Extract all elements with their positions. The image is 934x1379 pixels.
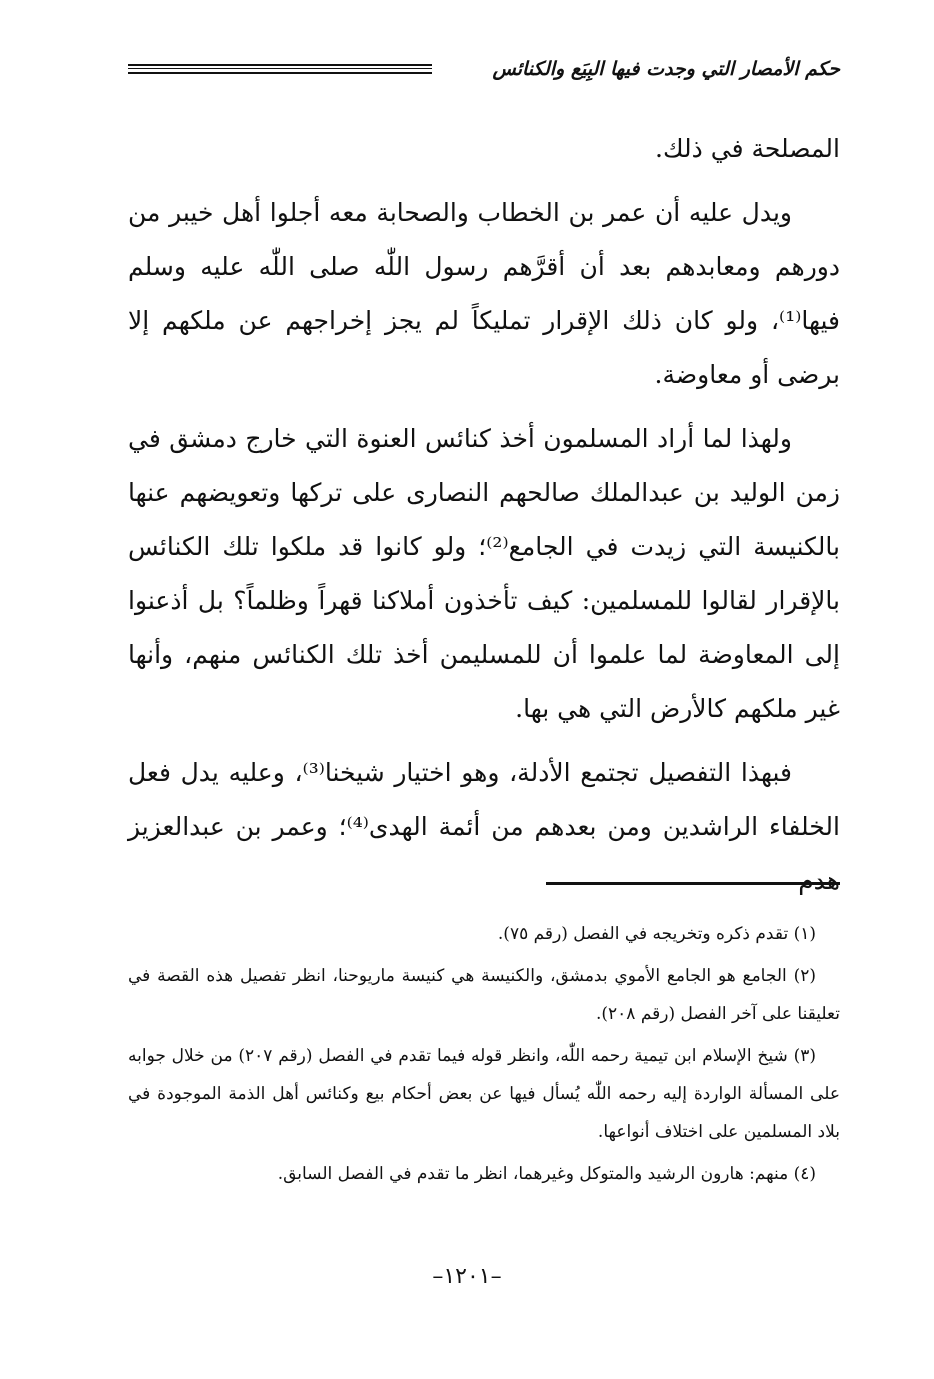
body-text — [128, 122, 840, 918]
paragraph-1: المصلحة في ذلك. — [655, 134, 840, 163]
page-number: –١٢٠١– — [432, 1264, 502, 1289]
paragraph-4: فبهذا التفصيل تجتمع الأدلة، وهو اختيار شيخنا⁽³⁾، وعليه يدل فعل الخلفاء الراشدين ومن بعدهم من أئمة الهدى⁽⁴⁾؛ وعمر بن عبدالعزيز هدم — [128, 758, 840, 895]
footnote-separator — [546, 882, 840, 885]
footnote-1: (١) تقدم ذكره وتخريجه في الفصل (رقم ٧٥). — [497, 924, 816, 944]
paragraph-2: ويدل عليه أن عمر بن الخطاب والصحابة معه أجلوا أهل خيبر من دورهم ومعابدهم بعد أن أقرَّهم رسول اللّٰه صلى اللّٰه عليه وسلم فيها⁽¹⁾، ولو كان ذلك الإقرار تمليكاً لم يجز إخراجهم عن ملكهم إلا برضى أو معاوضة. — [128, 198, 840, 389]
paragraph-3: ولهذا لما أراد المسلمون أخذ كنائس العنوة التي خارج دمشق في زمن الوليد بن عبدالملك صالحهم النصارى على تركها وتعويضهم عنها بالكنيسة التي زيدت في الجامع⁽²⁾؛ ولو كانوا قد ملكوا تلك الكنائس بالإقرار لقالوا للمسلمين: كيف تأخذون أملاكنا قهراً وظلماً؟ بل أذعنوا إلى المعاوضة لما علموا أن للمسليمن أخذ تلك الكنائس منهم، وأنها غير ملكهم كالأرض التي هي بها. — [128, 424, 840, 723]
header-double-rule — [128, 64, 432, 74]
footnote-3: (٣) شيخ الإسلام ابن تيمية رحمه اللّٰه، وانظر قوله فيما تقدم في الفصل (رقم ٢٠٧) من خلال جوابه على المسألة الواردة إليه رحمه اللّٰه يُسأل فيها عن بعض أحكام بيع وكنائس أهل الذمة الموجودة في بلاد المسلمين على اختلاف أنواعها. — [128, 1046, 840, 1142]
running-header — [128, 52, 840, 92]
running-header-title: حكم الأمصار التي وجدت فيها البِيَع والكنائس — [492, 58, 840, 80]
footnote-4: (٤) منهم: هارون الرشيد والمتوكل وغيرهما، انظر ما تقدم في الفصل السابق. — [277, 1164, 816, 1184]
footnote-2: (٢) الجامع هو الجامع الأموي بدمشق، والكنيسة هي كنيسة ماريوحنا، انظر تفصيل هذه القصة في تعليقنا على آخر الفصل (رقم ٢٠٨). — [128, 966, 840, 1024]
footnotes — [128, 915, 840, 1197]
